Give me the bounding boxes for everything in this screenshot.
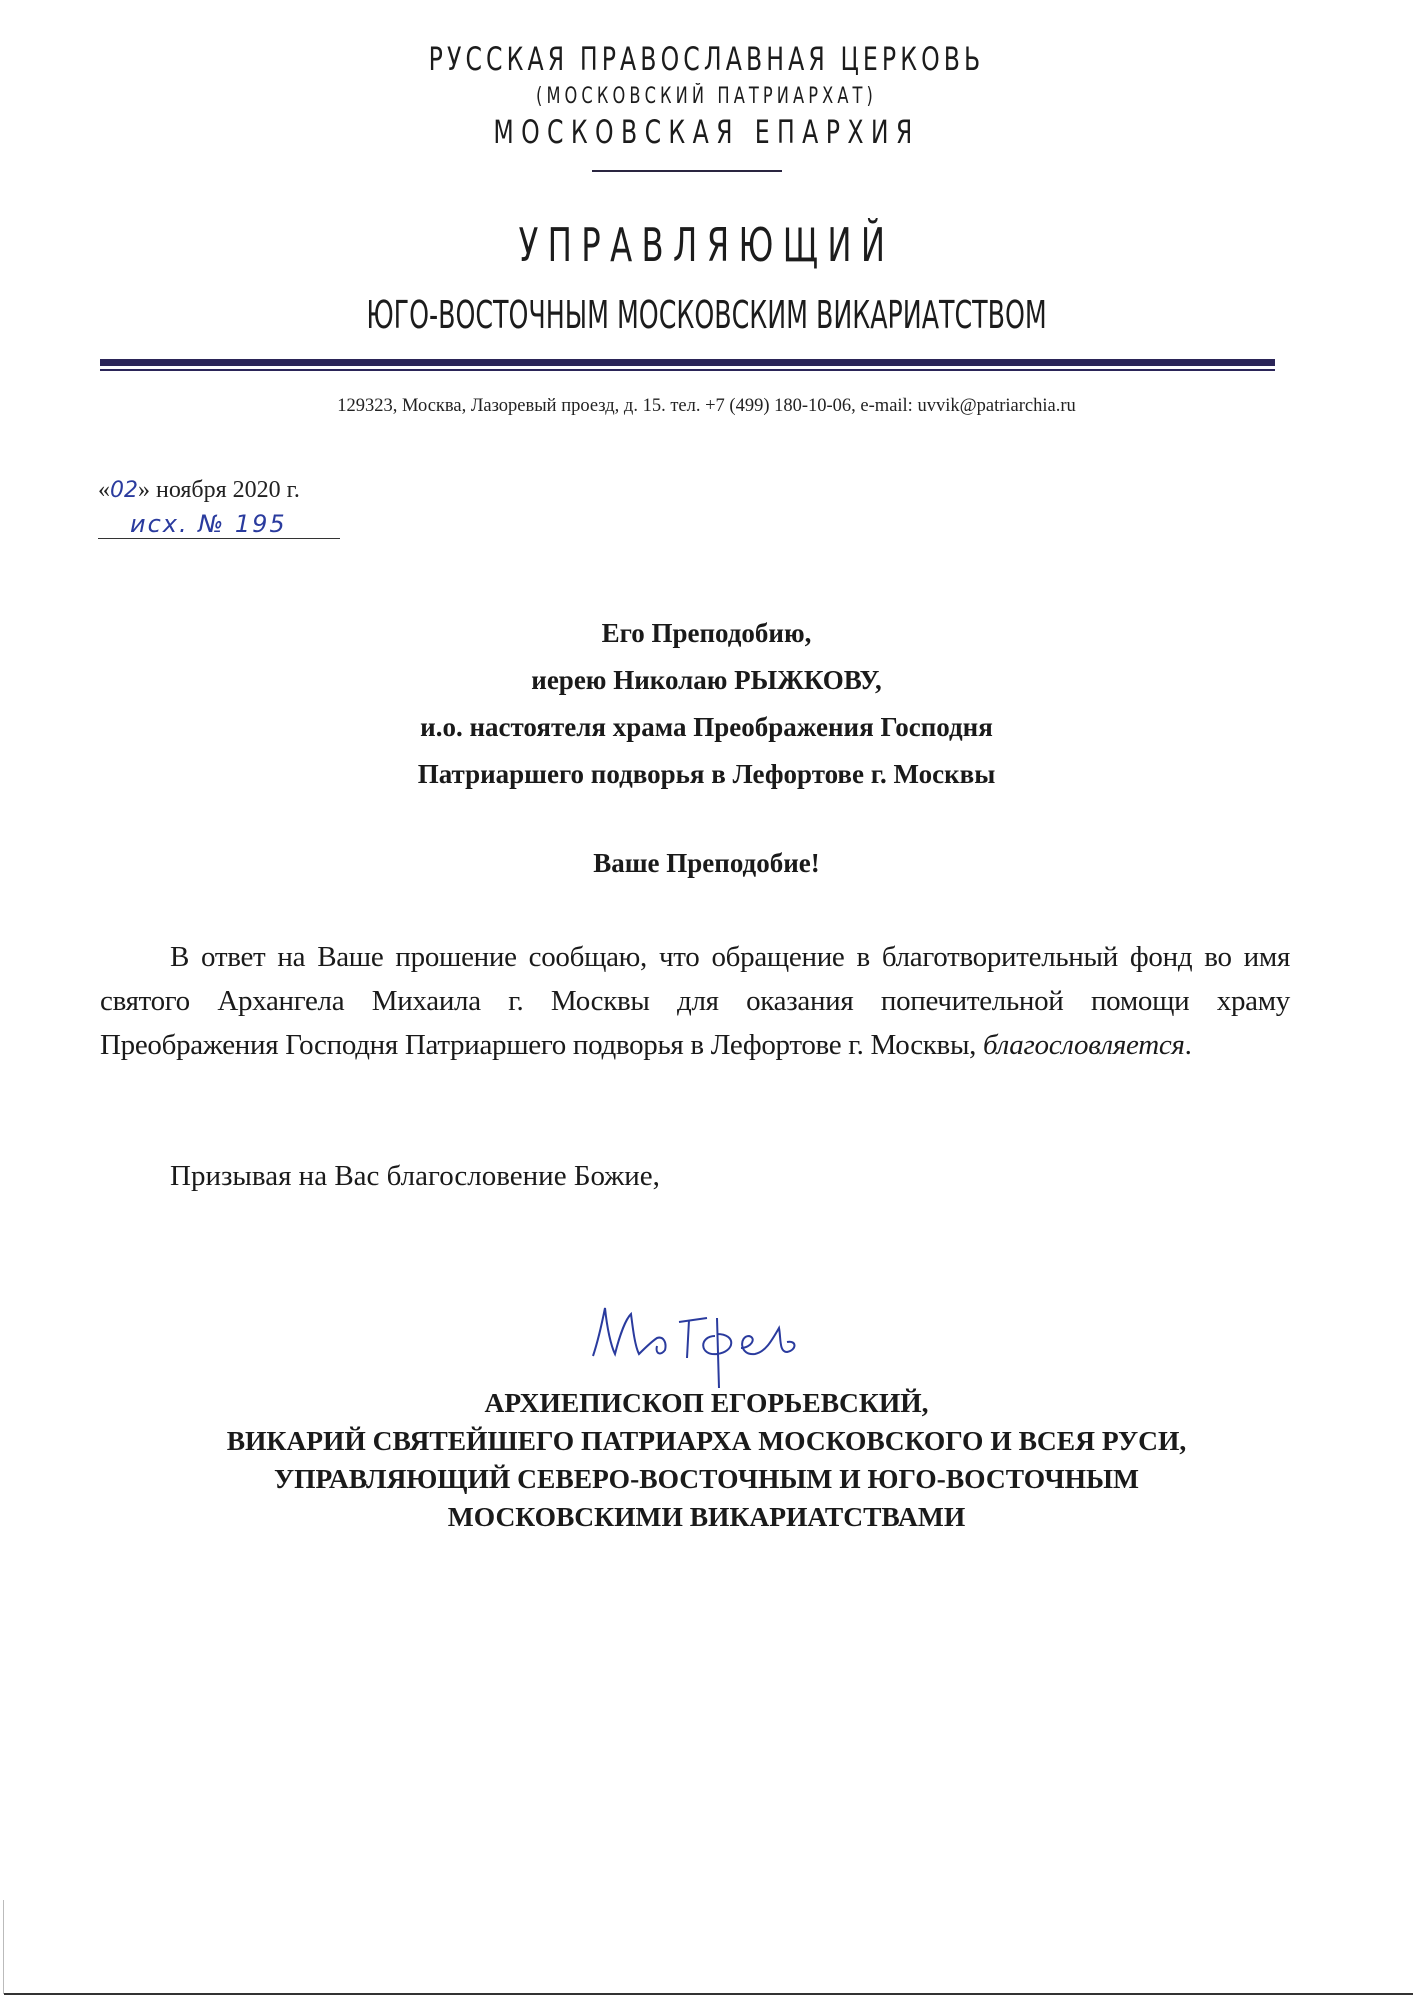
date-day-handwritten: 02 xyxy=(110,478,138,503)
letter-date xyxy=(98,477,300,504)
body-emphasis: благословляется xyxy=(983,1029,1185,1061)
letterhead-rule-thin xyxy=(100,369,1275,371)
salutation: Ваше Преподобие! xyxy=(593,848,820,878)
letterhead-title: УПРАВЛЯЮЩИЙ xyxy=(518,218,895,272)
letterhead-address: 129323, Москва, Лазоревый проезд, д. 15. тел. +7 (499) 180-10-06, e-mail: uvvik@patriarchia.ru xyxy=(337,396,1076,416)
outgoing-number-handwritten: исх. № 195 xyxy=(130,510,287,538)
letterhead-subtitle: ЮГО-ВОСТОЧНЫМ МОСКОВСКИМ ВИКАРИАТСТВОМ xyxy=(366,293,1047,337)
closing-line: Призывая на Вас благословение Божие, xyxy=(170,1160,660,1192)
letter-body xyxy=(100,935,1290,1067)
addressee-block xyxy=(0,610,1413,798)
letterhead-rule-thick xyxy=(100,359,1275,366)
letterhead-diocese: МОСКОВСКАЯ ЕПАРХИЯ xyxy=(493,113,920,151)
signer-line: УПРАВЛЯЮЩИЙ СЕВЕРО-ВОСТОЧНЫМ И ЮГО-ВОСТОЧНЫМ xyxy=(273,1463,1139,1494)
handwritten-signature xyxy=(575,1298,835,1388)
signer-line: ВИКАРИЙ СВЯТЕЙШЕГО ПАТРИАРХА МОСКОВСКОГО И ВСЕЯ РУСИ, xyxy=(226,1425,1187,1456)
signer-line: АРХИЕПИСКОП ЕГОРЬЕВСКИЙ, xyxy=(484,1387,929,1418)
addressee-line: Патриаршего подворья в Лефортове г. Москвы xyxy=(417,759,996,789)
outgoing-number-underline xyxy=(98,538,340,539)
body-end: . xyxy=(1184,1029,1192,1061)
addressee-line: иерею Николаю РЫЖКОВУ, xyxy=(531,665,882,695)
letterhead-church: РУССКАЯ ПРАВОСЛАВНАЯ ЦЕРКОВЬ xyxy=(428,40,985,78)
letterhead-divider xyxy=(592,170,782,172)
scan-page-edge-left xyxy=(3,1900,4,1994)
date-rest: » ноября 2020 г. xyxy=(138,477,300,503)
body-text: В ответ на Ваше прошение сообщаю, что обращение в благотворительный фонд во имя святого Архангела Михаила г. Москвы для оказания попечительной помощи храму Преображения Господня Патриаршего подворья в Лефортове г. Москвы, xyxy=(100,941,1290,1061)
date-open-quote: « xyxy=(98,477,110,503)
signer-line: МОСКОВСКИМИ ВИКАРИАТСТВАМИ xyxy=(447,1501,966,1532)
addressee-line: и.о. настоятеля храма Преображения Господня xyxy=(420,712,993,742)
letterhead-patriarchate: (МОСКОВСКИЙ ПАТРИАРХАТ) xyxy=(536,84,877,109)
scan-page-edge-bottom xyxy=(4,1993,1413,1995)
signer-block xyxy=(0,1384,1413,1536)
addressee-line: Его Преподобию, xyxy=(601,618,812,648)
